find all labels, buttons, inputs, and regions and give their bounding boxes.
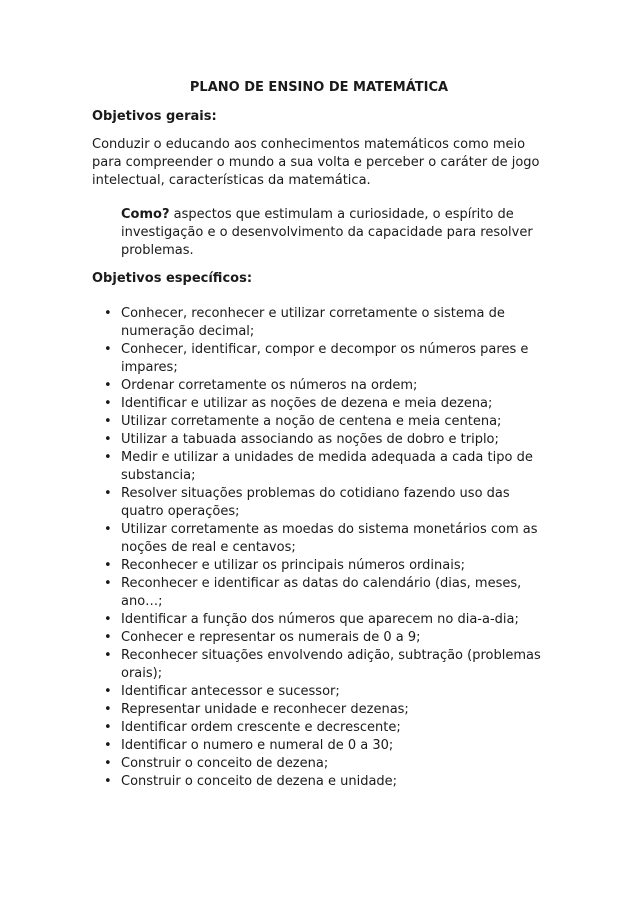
general-objectives-heading: Objetivos gerais: — [92, 109, 217, 124]
list-item: • Reconhecer e utilizar os principais números ordinais; — [92, 557, 552, 575]
list-item: • Utilizar corretamente a noção de centena e meia centena; — [92, 413, 552, 431]
como-label: Como? — [121, 207, 170, 222]
specific-objectives-list — [92, 305, 552, 791]
list-item: • Construir o conceito de dezena e unidade; — [92, 773, 552, 791]
general-objectives-text: Conduzir o educando aos conhecimentos matemáticos como meio para compreender o mundo a sua volta e perceber o caráter de jogo intelectual, características da matemática. — [92, 137, 540, 188]
list-item: • Ordenar corretamente os números na ordem; — [92, 377, 552, 395]
list-item: • Resolver situações problemas do cotidiano fazendo uso das quatro operações; — [92, 485, 552, 521]
como-text: aspectos que estimulam a curiosidade, o espírito de investigação e o desenvolvimento da capacidade para resolver problemas. — [121, 207, 533, 258]
list-item: • Utilizar corretamente as moedas do sistema monetários com as noções de real e centavos; — [92, 521, 552, 557]
list-item: • Identificar o numero e numeral de 0 a 30; — [92, 737, 552, 755]
list-item: • Conhecer e representar os numerais de 0 a 9; — [92, 629, 552, 647]
list-item: • Construir o conceito de dezena; — [92, 755, 552, 773]
list-item: • Identificar antecessor e sucessor; — [92, 683, 552, 701]
list-item: • Medir e utilizar a unidades de medida adequada a cada tipo de substancia; — [92, 449, 552, 485]
list-item: • Reconhecer e identificar as datas do calendário (dias, meses, ano…; — [92, 575, 552, 611]
list-item: • Identificar e utilizar as noções de dezena e meia dezena; — [92, 395, 552, 413]
list-item: • Representar unidade e reconhecer dezenas; — [92, 701, 552, 719]
page-title: PLANO DE ENSINO DE MATEMÁTICA — [189, 80, 449, 95]
list-item: • Utilizar a tabuada associando as noções de dobro e triplo; — [92, 431, 552, 449]
list-item: • Reconhecer situações envolvendo adição, subtração (problemas orais); — [92, 647, 552, 683]
list-item: • Identificar ordem crescente e decrescente; — [92, 719, 552, 737]
specific-objectives-heading: Objetivos específicos: — [92, 271, 253, 286]
list-item: • Conhecer, reconhecer e utilizar corretamente o sistema de numeração decimal; — [92, 305, 552, 341]
como-paragraph — [121, 206, 546, 260]
list-item: • Identificar a função dos números que aparecem no dia-a-dia; — [92, 611, 552, 629]
list-item: • Conhecer, identificar, compor e decompor os números pares e impares; — [92, 341, 552, 377]
